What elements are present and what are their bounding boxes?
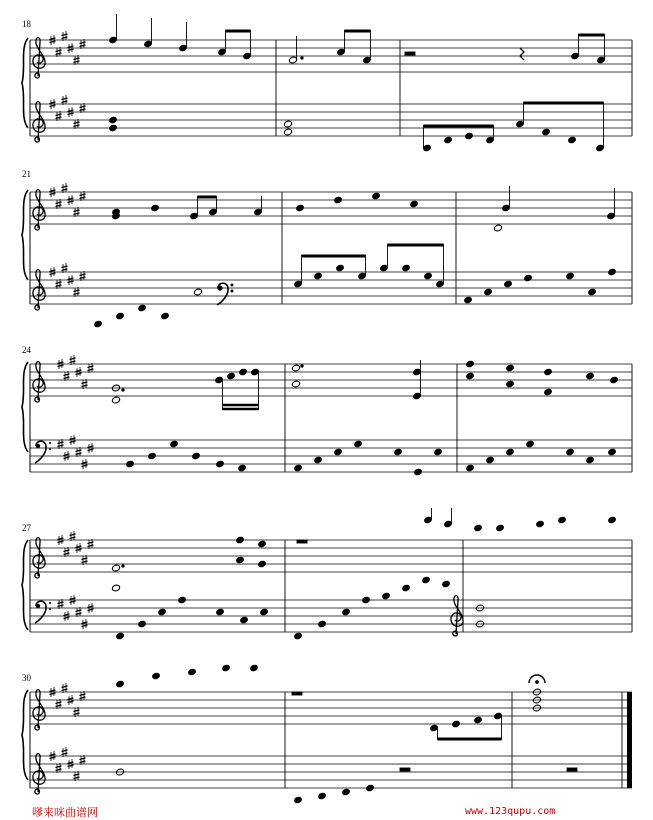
system-2 [22, 169, 632, 328]
brace [22, 540, 28, 630]
bass-staff [30, 272, 632, 304]
bass-staff [30, 756, 632, 788]
key-signature [58, 531, 94, 629]
brace [22, 190, 28, 280]
measure-number: 30 [22, 673, 31, 683]
barlines [285, 540, 632, 632]
brace [22, 690, 28, 780]
system-5 [22, 664, 632, 804]
watermark-site-name: 嗲来咪曲谱网 [32, 806, 98, 819]
bass-staff [30, 600, 632, 632]
system-1 [22, 14, 632, 152]
treble-staff [30, 692, 632, 724]
notes [111, 508, 616, 640]
brace [22, 362, 28, 452]
barlines [282, 192, 632, 304]
system-3 [22, 345, 632, 476]
bass-clef [35, 601, 51, 623]
treble-staff [30, 364, 632, 396]
treble-staff [30, 540, 632, 572]
key-signature [50, 31, 86, 129]
treble-staff [30, 192, 632, 224]
notes [111, 360, 618, 476]
measure-number: 21 [22, 169, 31, 179]
bass-staff [30, 104, 632, 136]
measure-number: 27 [22, 523, 31, 533]
key-signature [50, 683, 86, 781]
brace [22, 38, 28, 128]
notes [115, 664, 577, 804]
bass-clef [35, 441, 51, 463]
notes [109, 14, 606, 152]
notes [94, 186, 617, 328]
system-4 [22, 508, 632, 640]
final-barline [627, 692, 632, 788]
watermark-url: www.123qupu.com [465, 806, 556, 817]
treble-staff [30, 40, 632, 72]
measure-number: 18 [22, 19, 31, 29]
measure-number: 24 [22, 345, 31, 355]
bass-staff [30, 440, 632, 472]
